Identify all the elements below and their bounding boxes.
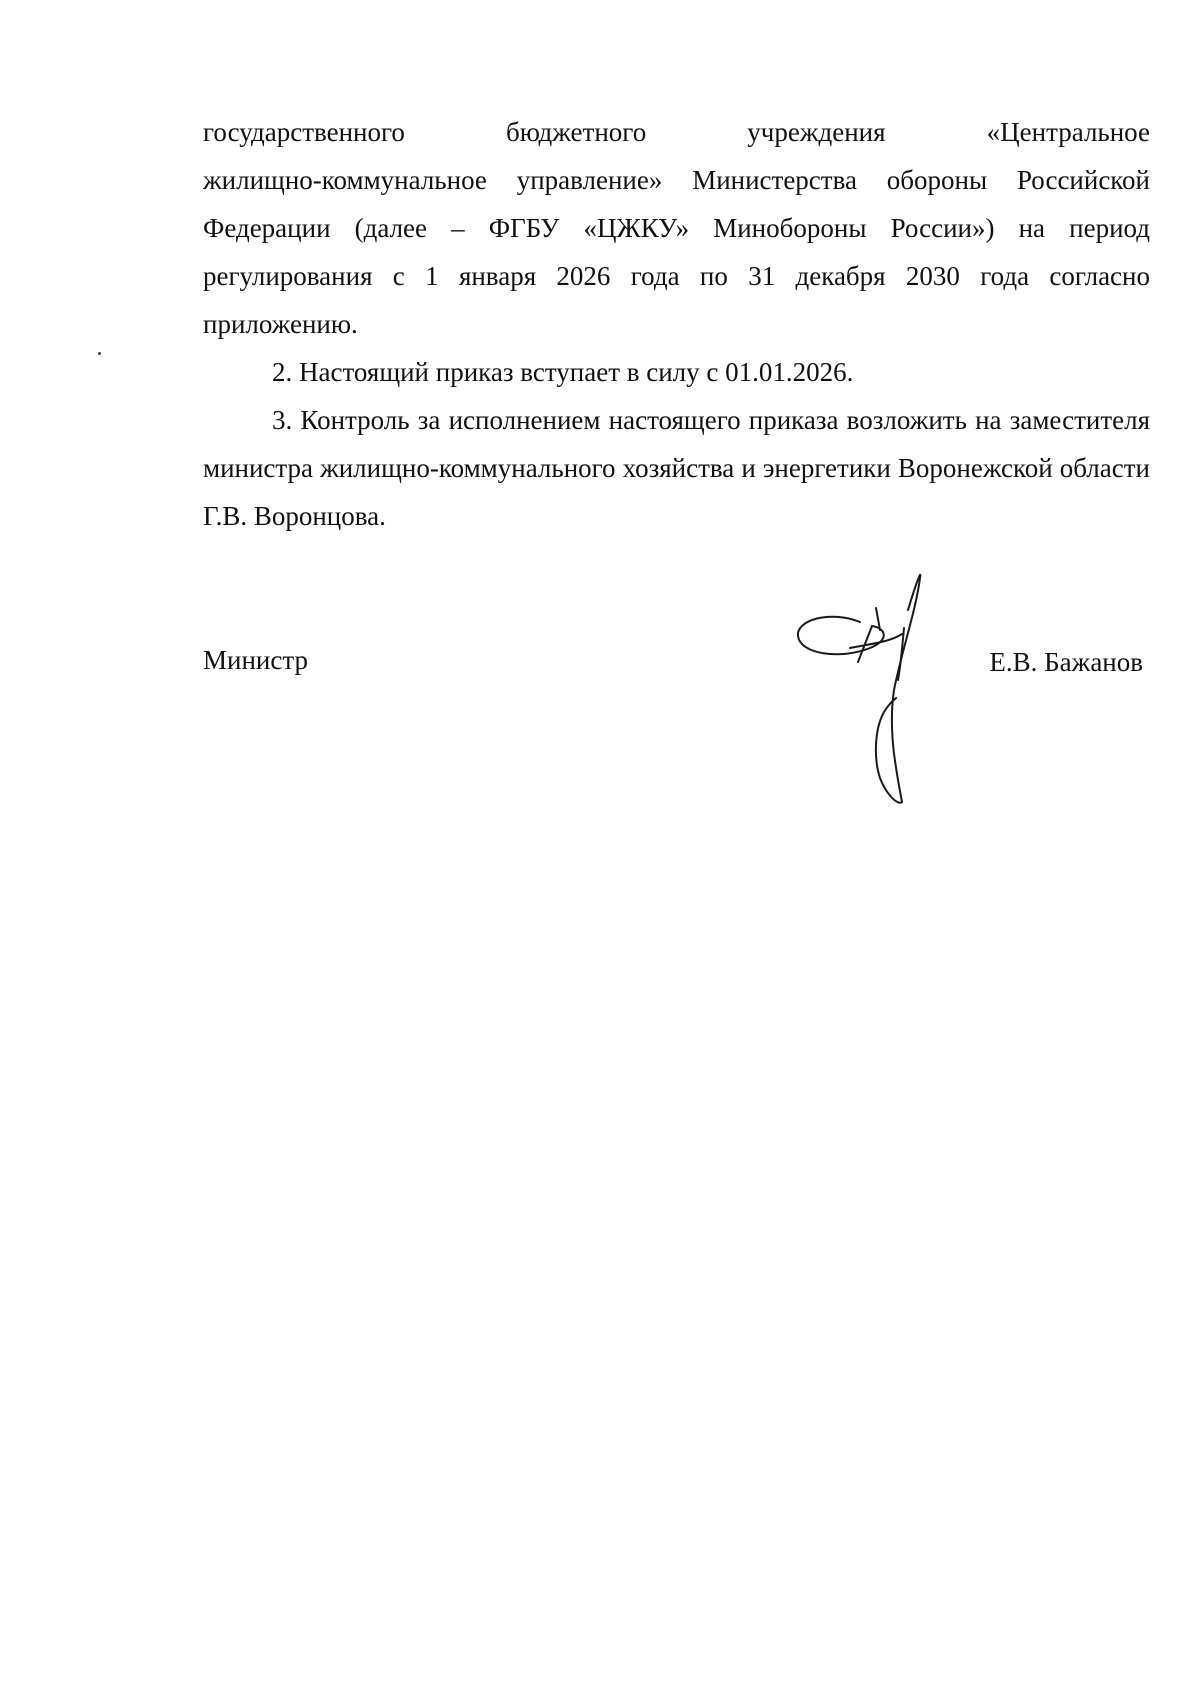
paragraph-3: 3. Контроль за исполнением настоящего приказа возложить на заместителя министра жилищно-коммунального хозяйства и энергетики Воронежской области Г.В. Воронцова. — [203, 405, 1150, 531]
signer-title: Министр — [203, 645, 308, 675]
document-body — [203, 108, 1150, 540]
signature-block — [203, 640, 1143, 680]
paragraph-1 — [203, 108, 1150, 348]
scan-artifact-dot — [98, 352, 101, 355]
paragraph-1-first-line: государственного бюджетного учреждения «Центральное — [203, 117, 1150, 147]
paragraph-1-rest: жилищно-коммунальное управление» Министерства обороны Российской Федерации (далее – ФГБУ «ЦЖКУ» Минобороны России») на период регулирования с 1 января 2026 года по 31 декабря 2030 года согласно приложению. — [203, 165, 1150, 339]
handwritten-signature — [790, 570, 970, 810]
signer-name: Е.В. Бажанов — [989, 647, 1143, 677]
paragraph-2: 2. Настоящий приказ вступает в силу с 01.01.2026. — [272, 357, 854, 387]
